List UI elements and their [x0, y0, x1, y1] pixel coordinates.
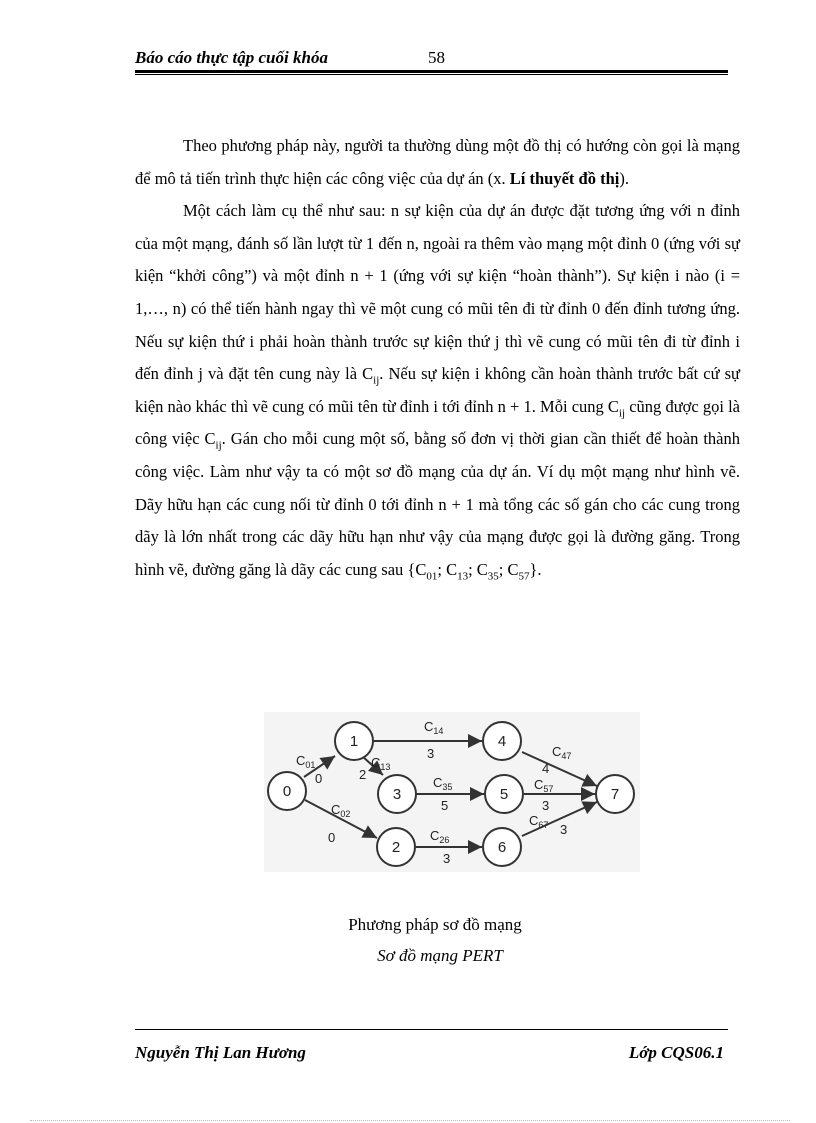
header-rule-thick [135, 70, 728, 73]
edge-label-c67: $C_{67}$ [529, 813, 549, 830]
figure-caption: Phương pháp sơ đồ mạng [348, 915, 522, 934]
edge-label-c47: $C_{47}$ [552, 744, 572, 761]
p2-sub: 13 [457, 570, 469, 583]
p2-sub: ij [215, 439, 222, 452]
node-2 [377, 828, 415, 866]
p2-sub: 35 [487, 570, 499, 583]
node-6 [483, 828, 521, 866]
p2-seg: ; C [437, 559, 458, 579]
pert-diagram [264, 712, 640, 872]
page-header [135, 48, 728, 70]
header-rule-thin [135, 74, 728, 75]
node-5 [485, 775, 523, 813]
p1-text-b: ). [619, 168, 629, 188]
edge-weight-c02: 0 [328, 830, 336, 845]
paragraph-2 [135, 195, 740, 586]
edge-weight-c57: 3 [542, 798, 550, 813]
p2-sub: ij [373, 374, 380, 387]
edge-label-c01: $C_{01}$ [296, 753, 316, 770]
edge-label-c57: $C_{57}$ [534, 777, 554, 794]
header-title: Báo cáo thực tập cuối khóa [135, 48, 328, 67]
p2-sub: 57 [518, 570, 530, 583]
p2-seg: . Gán cho mỗi cung một số, bằng số đơn vị thời gian cần thiết để hoàn thành công việc. Làm như vậy ta có một sơ đồ mạng của dự án. Ví dụ một mạng như hình vẽ. Dãy hữu hạn các cung nối từ đỉnh 0 tới đỉnh n + 1 mà tổng các số gán cho các cung trong dãy là lớn nhất trong các dãy hữu hạn như vậy của mạng được gọi là đường găng. Trong hình vẽ, đường găng là dãy các cung sau {C [135, 429, 741, 579]
svg-text:1: 1 [349, 733, 359, 750]
svg-text:5: 5 [499, 786, 509, 803]
edge-label-c02: $C_{02}$ [331, 802, 351, 819]
p2-seg: . Nếu sự kiện i không cần hoàn thành trước bất cứ sự kiện nào khác thì vẽ cung có mũi tên từ đỉnh i tới đỉnh n + 1. Mỗi cung C [135, 364, 740, 416]
page-bottom-border [30, 1120, 790, 1121]
p2-seg: cũng được gọi là công việc C [135, 396, 740, 449]
p2-seg: ; C [468, 559, 488, 579]
footer-class: Lớp CQS06.1 [628, 1043, 724, 1062]
p2-seg: Một cách làm cụ thể như sau: n sự kiện của dự án được đặt tương ứng với n đỉnh của một mạng, đánh số lần lượt từ 1 đến n, ngoài ra thêm vào mạng một đỉnh 0 (ứng với sự kiện “khởi công”) và một đỉnh n + 1 (ứng với sự kiện “hoàn thành”). Sự kiện i nào (i = 1,…, n) có thể tiến hành ngay thì vẽ một cung có mũi tên đi từ đỉnh 0 đến đỉnh tương ứng. Nếu sự kiện thứ i phải hoàn thành trước sự kiện thứ j thì vẽ cung có mũi tên đi từ đỉnh i đến đỉnh j và đặt tên cung này là C [135, 201, 740, 384]
p2-sub: ij [618, 407, 626, 420]
p1-text-a: Theo phương pháp này, người ta thường dùng một đồ thị có hướng còn gọi là mạng để mô tả tiến trình thực hiện các công việc của dự án (x. [135, 136, 740, 188]
page-number: 58 [428, 48, 445, 67]
node-3 [378, 775, 416, 813]
edge-weight-c35: 5 [441, 798, 449, 813]
node-4 [483, 722, 521, 760]
edge-label-c13: $C_{13}$ [371, 755, 391, 772]
svg-text:2: 2 [391, 839, 401, 856]
edge-weight-c47: 4 [542, 761, 550, 776]
p2-seg: }. [529, 559, 542, 579]
svg-text:6: 6 [497, 839, 507, 856]
node-1 [335, 722, 373, 760]
edge-label-c35: $C_{35}$ [433, 775, 453, 792]
paragraph-1 [135, 130, 740, 195]
edge-weight-c26: 3 [443, 851, 451, 866]
footer-rule [135, 1029, 728, 1030]
edge-label-c26: $C_{26}$ [430, 828, 450, 845]
edge-label-c14: $C_{14}$ [424, 719, 444, 736]
edge-weight-c13: 2 [359, 767, 367, 782]
node-0 [268, 772, 306, 810]
body-text [135, 130, 740, 586]
svg-text:0: 0 [282, 783, 292, 800]
footer-author: Nguyễn Thị Lan Hương [135, 1043, 306, 1062]
node-7 [596, 775, 634, 813]
p2-sub: 01 [426, 570, 438, 583]
svg-text:4: 4 [497, 733, 507, 750]
figure-subcaption: Sơ đồ mạng PERT [377, 946, 503, 965]
svg-text:7: 7 [610, 786, 620, 803]
edge-weight-c01: 0 [315, 771, 323, 786]
p2-seg: ; C [498, 559, 519, 579]
svg-text:3: 3 [392, 786, 402, 803]
edge-weight-c14: 3 [427, 746, 435, 761]
edge-weight-c67: 3 [560, 822, 568, 837]
p1-bold-term: Lí thuyết đồ thị [509, 168, 620, 188]
